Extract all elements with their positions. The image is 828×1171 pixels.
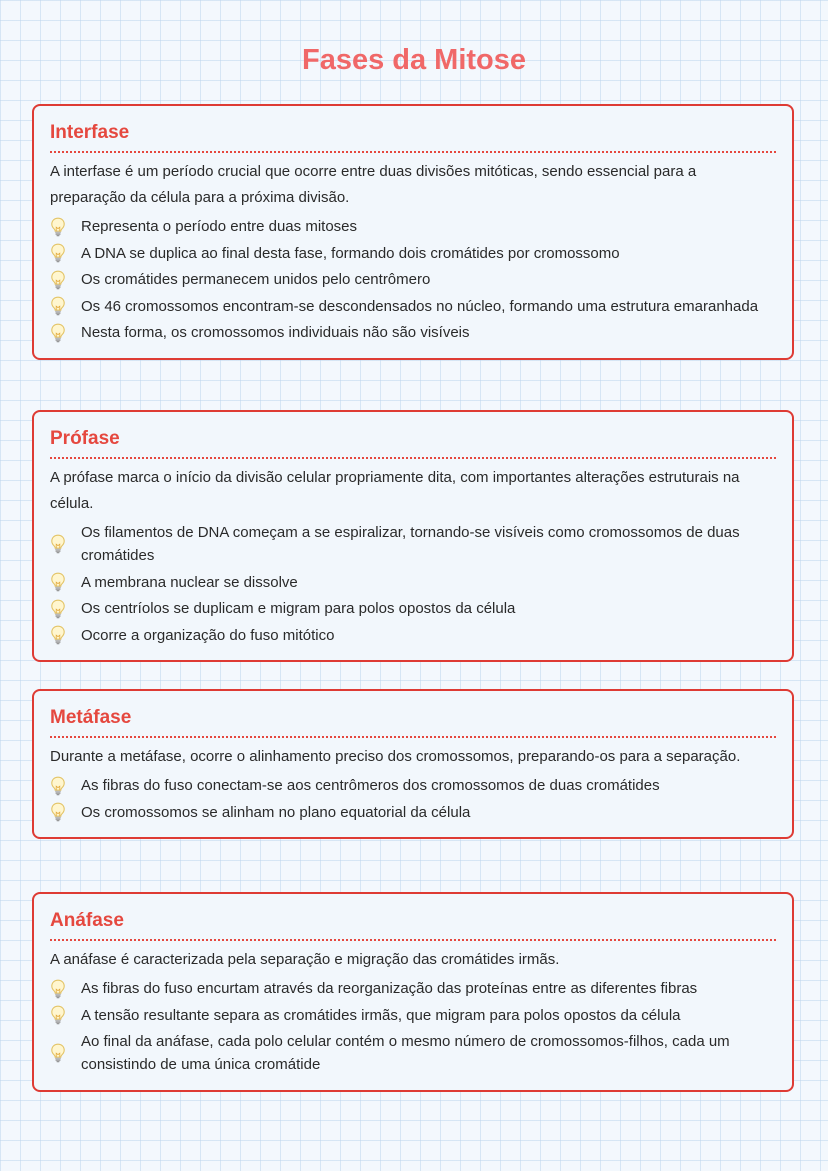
list-item <box>50 597 776 620</box>
lightbulb-icon <box>50 572 66 592</box>
list-item <box>50 801 776 824</box>
bullet-list <box>50 215 776 344</box>
list-item-text: Ocorre a organização do fuso mitótico <box>81 626 335 644</box>
section-title: Interfase <box>50 120 776 153</box>
section-title: Anáfase <box>50 908 776 941</box>
list-item <box>50 321 776 344</box>
section-intro: A anáfase é caracterizada pela separação e migração das cromátides irmãs. <box>50 951 560 968</box>
section-profase <box>32 410 794 662</box>
lightbulb-icon <box>50 243 66 263</box>
section-title: Metáfase <box>50 705 776 738</box>
list-item-text: A DNA se duplica ao final desta fase, formando dois cromátides por cromossomo <box>81 244 620 262</box>
lightbulb-icon <box>50 270 66 290</box>
lightbulb-icon <box>50 1005 66 1025</box>
lightbulb-icon <box>50 323 66 343</box>
bullet-list <box>50 521 776 647</box>
section-intro: A prófase marca o início da divisão celular propriamente dita, com importantes alterações estruturais na célula. <box>50 469 740 512</box>
lightbulb-icon <box>50 802 66 822</box>
list-item <box>50 295 776 318</box>
list-item-text: Nesta forma, os cromossomos individuais não são visíveis <box>81 324 470 341</box>
lightbulb-icon <box>50 217 66 237</box>
list-item <box>50 624 776 647</box>
list-item-text: Os cromossomos se alinham no plano equatorial da célula <box>81 803 471 821</box>
bullet-list <box>50 774 776 824</box>
bullet-list <box>50 977 776 1076</box>
list-item <box>50 1030 776 1076</box>
list-item <box>50 1004 776 1027</box>
list-item <box>50 242 776 265</box>
section-interfase <box>32 104 794 360</box>
lightbulb-icon <box>50 625 66 645</box>
list-item <box>50 521 776 567</box>
list-item-text: As fibras do fuso encurtam através da reorganização das proteínas entre as diferentes fibras <box>81 980 698 997</box>
section-intro: A interfase é um período crucial que ocorre entre duas divisões mitóticas, sendo essencial para a preparação da célula para a próxima divisão. <box>50 163 697 206</box>
list-item-text: A membrana nuclear se dissolve <box>81 573 298 591</box>
list-item-text: Os 46 cromossomos encontram-se descondensados no núcleo, formando uma estrutura emaranhada <box>81 297 759 315</box>
list-item-text: Representa o período entre duas mitoses <box>81 218 357 235</box>
list-item-text: Os cromátides permanecem unidos pelo centrômero <box>81 271 431 288</box>
lightbulb-icon <box>50 1043 66 1063</box>
list-item <box>50 774 776 797</box>
section-anafase <box>32 892 794 1092</box>
section-metafase <box>32 689 794 839</box>
list-item-text: A tensão resultante separa as cromátides irmãs, que migram para polos opostos da célula <box>81 1006 681 1024</box>
list-item-text: Os centríolos se duplicam e migram para polos opostos da célula <box>81 600 516 617</box>
lightbulb-icon <box>50 534 66 554</box>
list-item <box>50 215 776 238</box>
list-item-text: Ao final da anáfase, cada polo celular contém o mesmo número de cromossomos-filhos, cada um consistindo de uma única cromátide <box>81 1033 730 1073</box>
list-item-text: As fibras do fuso conectam-se aos centrômeros dos cromossomos de duas cromátides <box>81 777 660 794</box>
list-item-text: Os filamentos de DNA começam a se espiralizar, tornando-se visíveis como cromossomos de duas cromátides <box>81 524 740 564</box>
lightbulb-icon <box>50 776 66 796</box>
list-item <box>50 977 776 1000</box>
list-item <box>50 571 776 594</box>
section-intro: Durante a metáfase, ocorre o alinhamento preciso dos cromossomos, preparando-os para a separação. <box>50 748 741 765</box>
list-item <box>50 268 776 291</box>
page-title: Fases da Mitose <box>301 44 527 76</box>
section-title: Prófase <box>50 426 776 459</box>
lightbulb-icon <box>50 296 66 316</box>
lightbulb-icon <box>50 979 66 999</box>
lightbulb-icon <box>50 599 66 619</box>
